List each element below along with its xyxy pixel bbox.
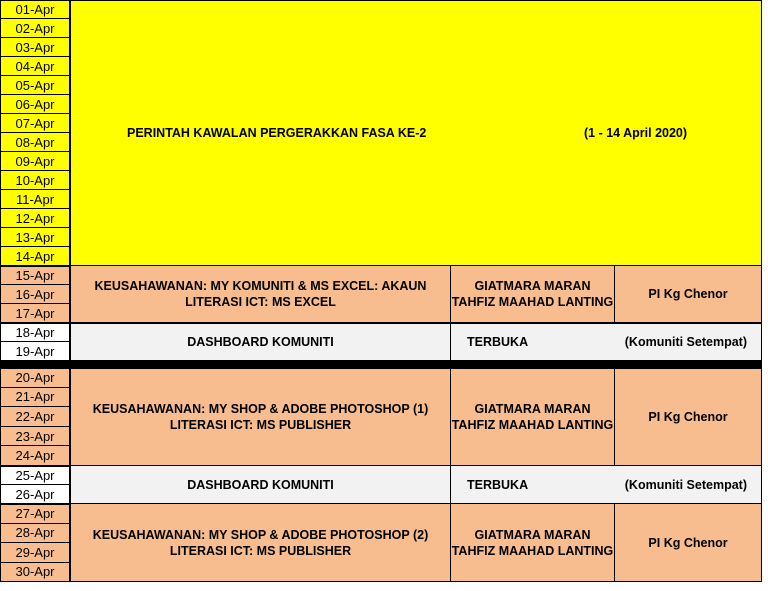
date-cell: 11-Apr — [0, 190, 70, 209]
date-cell: 27-Apr — [0, 504, 70, 524]
date-cell: 06-Apr — [0, 95, 70, 114]
date-cell: 26-Apr — [0, 485, 70, 504]
venue-line: GIATMARA MARAN — [474, 402, 591, 416]
activity-label: DASHBOARD KOMUNITI — [187, 335, 334, 349]
date-cell: 30-Apr — [0, 563, 70, 583]
date-cell: 24-Apr — [0, 446, 70, 466]
pkp-range: (1 - 14 April 2020) — [584, 126, 688, 140]
activity-cell — [70, 266, 451, 323]
date-cell: 17-Apr — [0, 304, 70, 323]
access-label: TERBUKA — [467, 335, 529, 349]
activity-cell — [70, 466, 451, 504]
access-cell — [450, 466, 762, 504]
activity-line: KEUSAHAWANAN: MY SHOP & ADOBE PHOTOSHOP (2) — [92, 527, 429, 542]
venue-line: GIATMARA MARAN — [474, 279, 591, 293]
activity-cell — [70, 368, 451, 466]
date-cell: 04-Apr — [0, 57, 70, 76]
date-cell: 28-Apr — [0, 524, 70, 544]
access-cell — [450, 323, 762, 361]
date-cell: 01-Apr — [0, 0, 70, 19]
date-cell: 12-Apr — [0, 209, 70, 228]
date-cell: 14-Apr — [0, 247, 70, 266]
activity-line: KEUSAHAWANAN: MY SHOP & ADOBE PHOTOSHOP (1) — [92, 402, 429, 416]
audience-label: (Komuniti Setempat) — [624, 335, 747, 349]
date-cell: 19-Apr — [0, 342, 70, 361]
audience-label: (Komuniti Setempat) — [624, 477, 747, 492]
date-cell: 25-Apr — [0, 466, 70, 485]
place-cell — [614, 368, 762, 466]
date-cell: 09-Apr — [0, 152, 70, 171]
place-label: PI Kg Chenor — [648, 535, 728, 550]
date-cell: 03-Apr — [0, 38, 70, 57]
date-cell: 05-Apr — [0, 76, 70, 95]
date-cell: 23-Apr — [0, 427, 70, 447]
date-cell: 02-Apr — [0, 19, 70, 38]
date-cell: 29-Apr — [0, 543, 70, 563]
activity-line: KEUSAHAWANAN: MY KOMUNITI & MS EXCEL: AKAUN — [94, 279, 427, 293]
activity-line: LITERASI ICT: MS PUBLISHER — [169, 418, 352, 432]
date-cell: 13-Apr — [0, 228, 70, 247]
venue-cell — [450, 266, 615, 323]
activity-line: LITERASI ICT: MS EXCEL — [185, 295, 336, 309]
place-label: PI Kg Chenor — [648, 287, 728, 301]
venue-cell — [450, 368, 615, 466]
date-cell: 10-Apr — [0, 171, 70, 190]
venue-line: TAHFIZ MAAHAD LANTING — [451, 543, 614, 558]
activity-line: LITERASI ICT: MS PUBLISHER — [169, 543, 352, 558]
venue-line: TAHFIZ MAAHAD LANTING — [451, 418, 614, 432]
venue-cell — [450, 504, 615, 582]
activity-cell — [70, 504, 451, 582]
section-divider — [0, 361, 762, 368]
activity-label: DASHBOARD KOMUNITI — [187, 477, 334, 492]
date-cell: 07-Apr — [0, 114, 70, 133]
venue-line: TAHFIZ MAAHAD LANTING — [451, 295, 614, 309]
date-cell: 21-Apr — [0, 388, 70, 408]
date-cell: 08-Apr — [0, 133, 70, 152]
place-cell — [614, 504, 762, 582]
date-cell: 22-Apr — [0, 407, 70, 427]
pkp-banner — [70, 0, 762, 266]
venue-line: GIATMARA MARAN — [474, 527, 591, 542]
date-cell: 20-Apr — [0, 368, 70, 388]
date-cell: 18-Apr — [0, 323, 70, 342]
pkp-title: PERINTAH KAWALAN PERGERAKKAN FASA KE-2 — [127, 126, 427, 140]
place-label: PI Kg Chenor — [648, 410, 728, 424]
access-label: TERBUKA — [467, 477, 529, 492]
activity-cell — [70, 323, 451, 361]
place-cell — [614, 266, 762, 323]
date-cell: 15-Apr — [0, 266, 70, 285]
date-cell: 16-Apr — [0, 285, 70, 304]
